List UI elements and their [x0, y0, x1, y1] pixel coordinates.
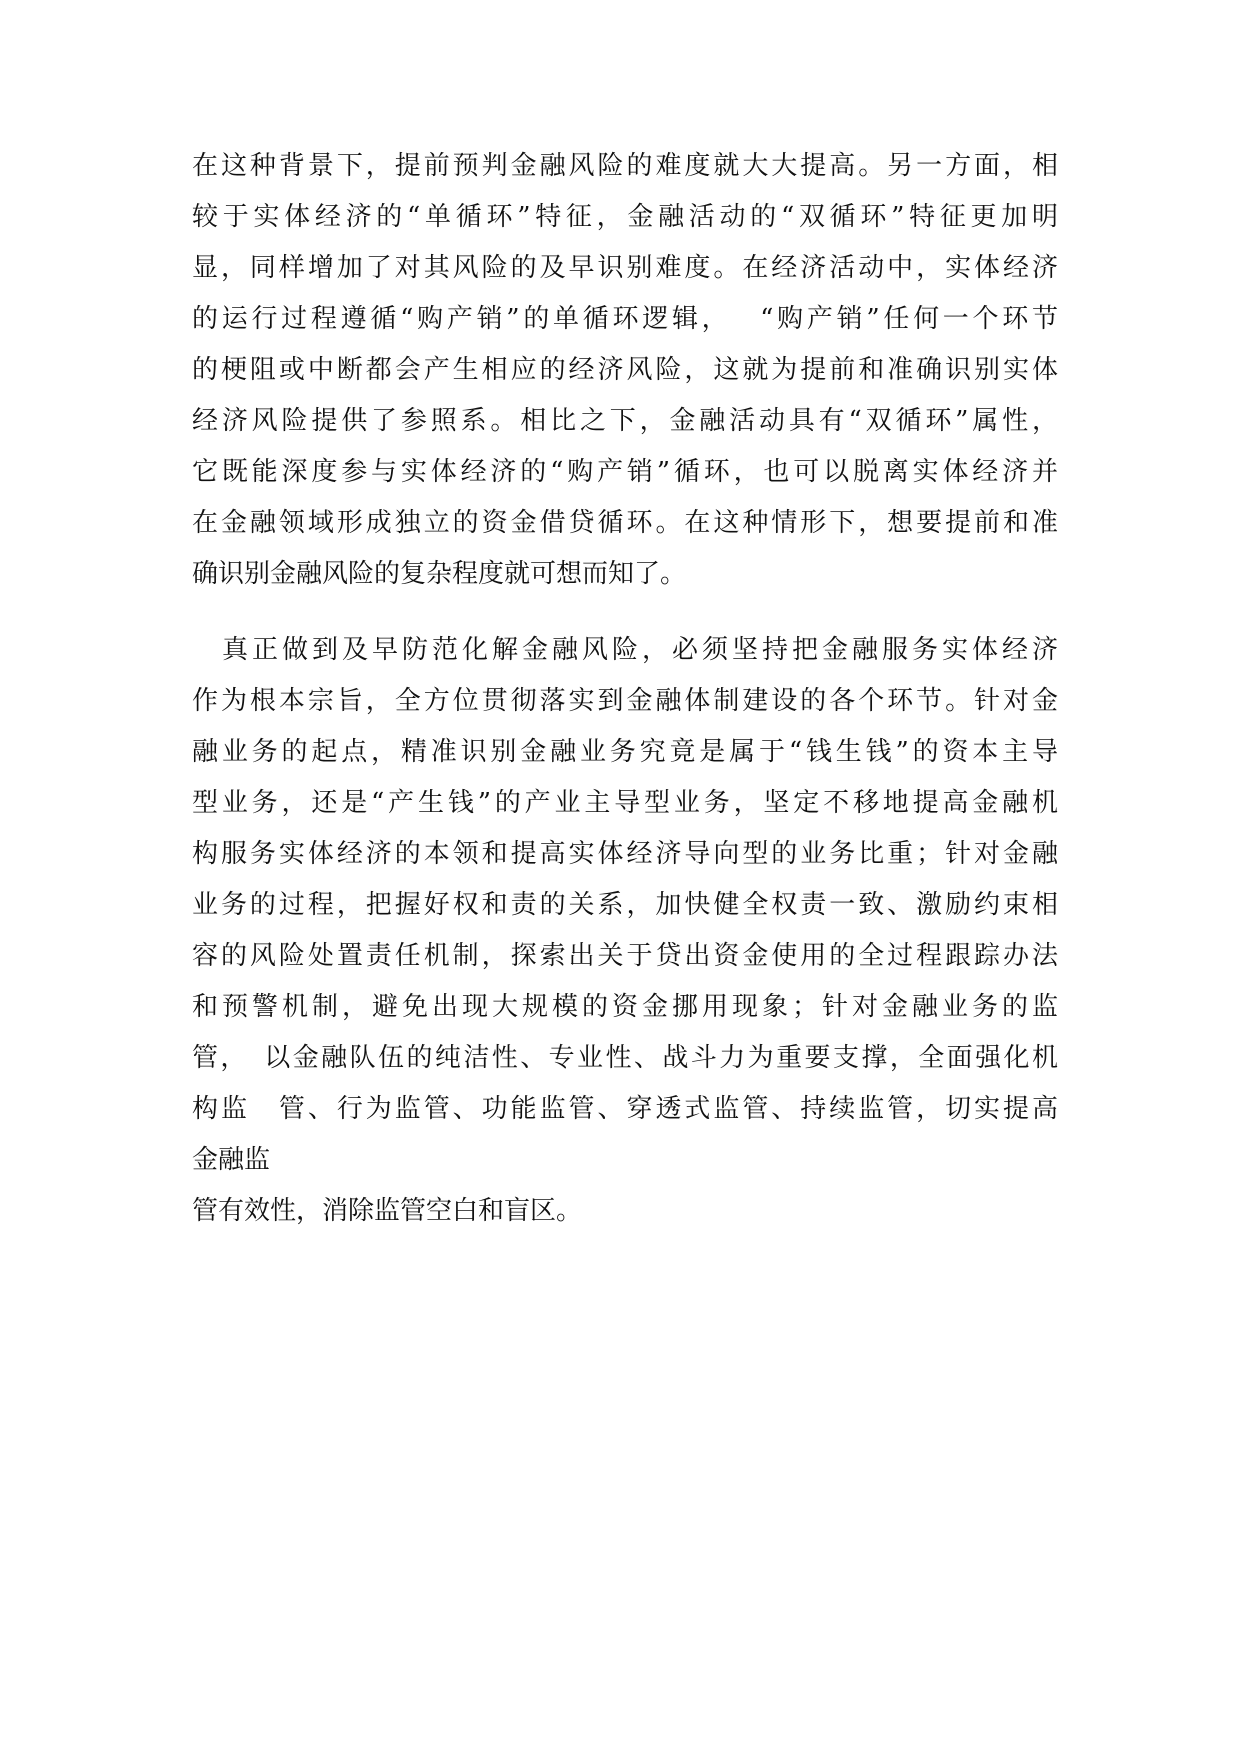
- text-line: 较于实体经济的“单循环”特征，金融活动的“双循环”特征更加明: [192, 202, 1058, 232]
- text-line: 管， 以金融队伍的纯洁性、专业性、战斗力为重要支撑，全面强化机: [192, 1043, 1058, 1073]
- text-line: 和预警机制，避免出现大规模的资金挪用现象；针对金融业务的监: [192, 992, 1058, 1022]
- text-line: 业务的过程，把握好权和责的关系，加快健全权责一致、激励约束相: [192, 890, 1058, 920]
- text-line: 构监 管、行为监管、功能监管、穿透式监管、持续监管，切实提高: [192, 1094, 1058, 1124]
- text-line: 它既能深度参与实体经济的“购产销”循环，也可以脱离实体经济并: [192, 457, 1058, 487]
- text-line: 型业务，还是“产生钱”的产业主导型业务，坚定不移地提高金融机: [192, 788, 1058, 818]
- text-line: 管有效性，消除监管空白和盲区。: [192, 1196, 583, 1226]
- text-line: 容的风险处置责任机制，探索出关于贷出资金使用的全过程跟踪办法: [192, 941, 1058, 971]
- text-line: 作为根本宗旨，全方位贯彻落实到金融体制建设的各个环节。针对金: [192, 686, 1058, 716]
- text-line: 构服务实体经济的本领和提高实体经济导向型的业务比重；针对金融: [192, 839, 1058, 869]
- text-line: 在这种背景下，提前预判金融风险的难度就大大提高。另一方面，相: [192, 151, 1058, 181]
- text-line: 的运行过程遵循“购产销”的单循环逻辑， “购产销”任何一个环节: [192, 304, 1058, 334]
- text-line: 经济风险提供了参照系。相比之下，金融活动具有“双循环”属性，: [192, 406, 1058, 436]
- text-line: 真正做到及早防范化解金融风险，必须坚持把金融服务实体经济: [192, 635, 1058, 665]
- text-line: 在金融领域形成独立的资金借贷循环。在这种情形下，想要提前和准: [192, 508, 1058, 538]
- text-line: 确识别金融风险的复杂程度就可想而知了。: [192, 559, 687, 589]
- text-line: 的梗阻或中断都会产生相应的经济风险，这就为提前和准确识别实体: [192, 355, 1058, 385]
- text-line: 显，同样增加了对其风险的及早识别难度。在经济活动中，实体经济: [192, 253, 1058, 283]
- text-line: 金融监: [192, 1145, 271, 1175]
- text-line: 融业务的起点，精准识别金融业务究竟是属于“钱生钱”的资本主导: [192, 737, 1058, 767]
